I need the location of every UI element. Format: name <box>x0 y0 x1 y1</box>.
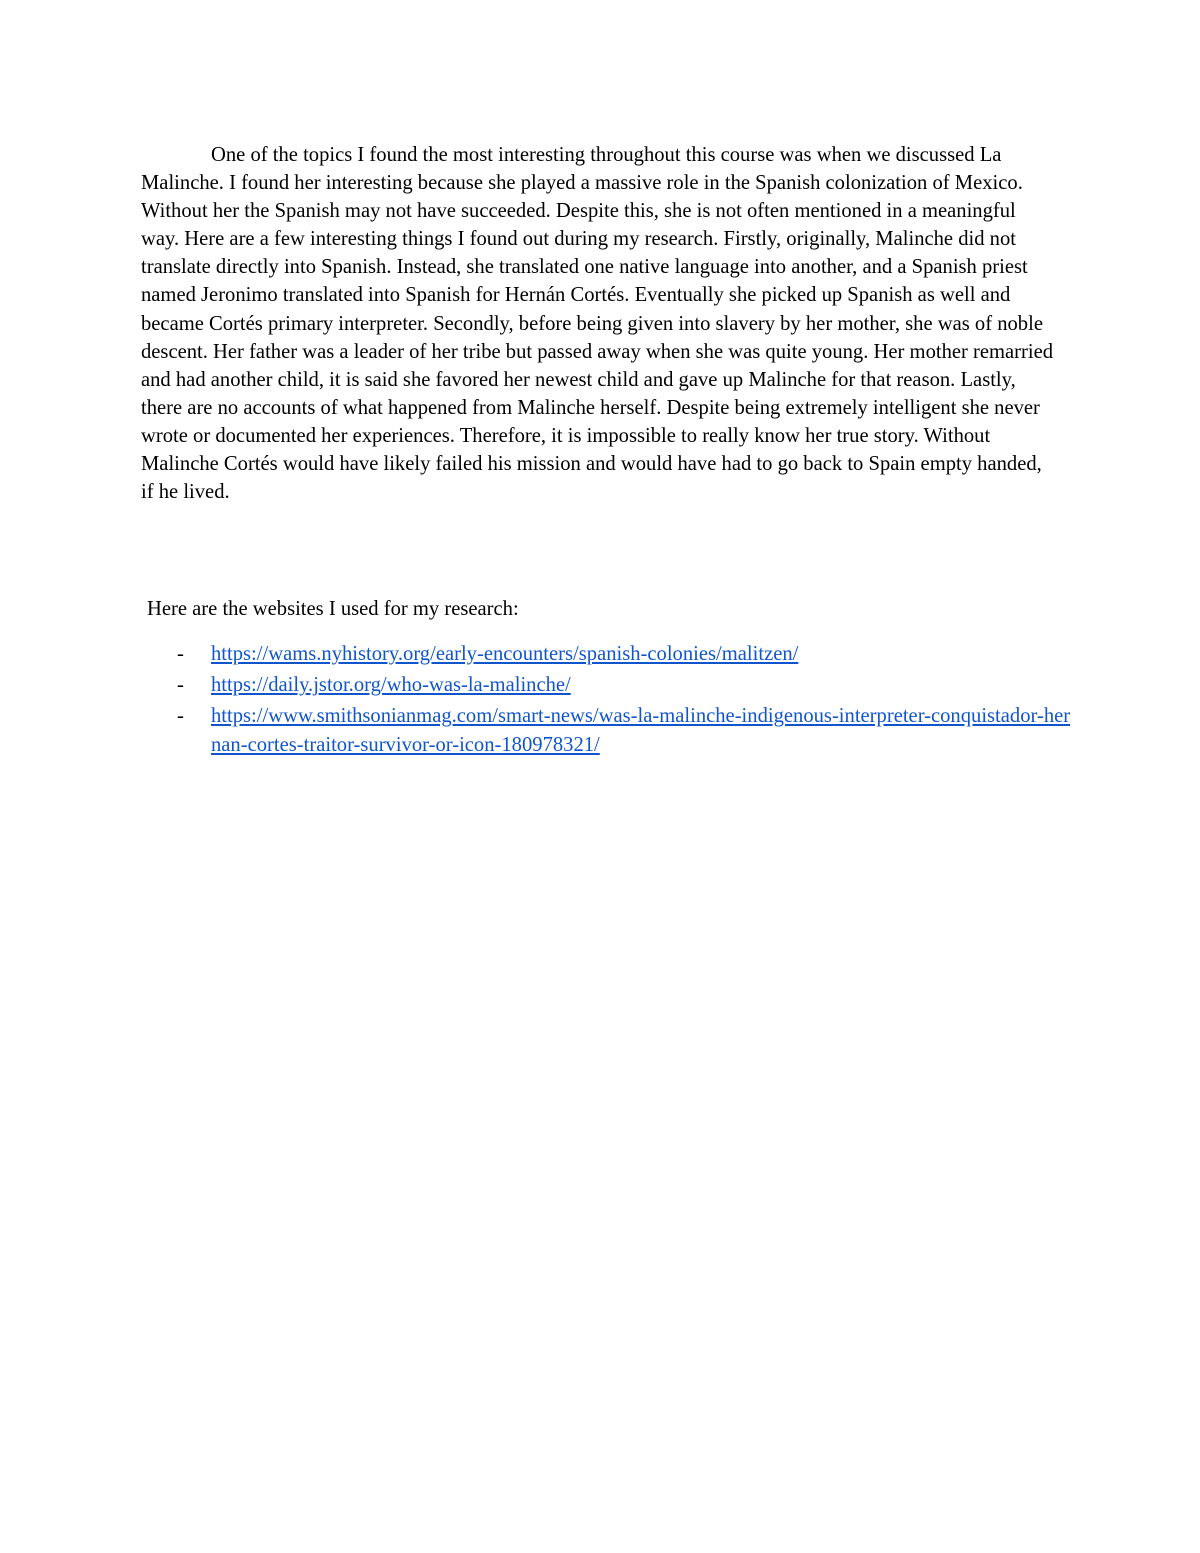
source-item <box>141 702 1071 758</box>
source-item <box>141 640 1071 668</box>
source-link-smithsonian[interactable]: https://www.smithsonianmag.com/smart-news/was-la-malinche-indigenous-interpreter-conquistador-hernan-cortes-traitor-survivor-or-icon-180978321/ <box>211 705 1071 756</box>
source-item <box>141 671 1071 699</box>
sources-heading: Here are the websites I used for my research: <box>147 598 519 620</box>
source-link-jstor[interactable]: https://daily.jstor.org/who-was-la-malinche/ <box>211 674 571 697</box>
sources-list <box>141 640 1071 762</box>
body-paragraph: One of the topics I found the most interesting throughout this course was when we discussed La Malinche. I found her interesting because she played a massive role in the Spanish colonization of Mexico. Without her the Spanish may not have succeeded. Despite this, she is not often mentioned in a meaningful way. Here are a few interesting things I found out during my research. Firstly, originally, Malinche did not translate directly into Spanish. Instead, she translated one native language into another, and a Spanish priest named Jeronimo translated into Spanish for Hernán Cortés. Eventually she picked up Spanish as well and became Cortés primary interpreter. Secondly, before being given into slavery by her mother, she was of noble descent. Her father was a leader of her tribe but passed away when she was quite young. Her mother remarried and had another child, it is said she favored her newest child and gave up Malinche for that reason. Lastly, there are no accounts of what happened from Malinche herself. Despite being extremely intelligent she never wrote or documented her experiences. Therefore, it is impossible to really know her true story. Without Malinche Cortés would have likely failed his mission and would have had to go back to Spain empty handed, if he lived. <box>141 144 1054 504</box>
list-bullet: - <box>177 674 184 697</box>
list-bullet: - <box>177 643 184 665</box>
source-link-nyhistory[interactable]: https://wams.nyhistory.org/early-encounters/spanish-colonies/malitzen/ <box>211 643 799 665</box>
list-bullet: - <box>177 705 184 728</box>
